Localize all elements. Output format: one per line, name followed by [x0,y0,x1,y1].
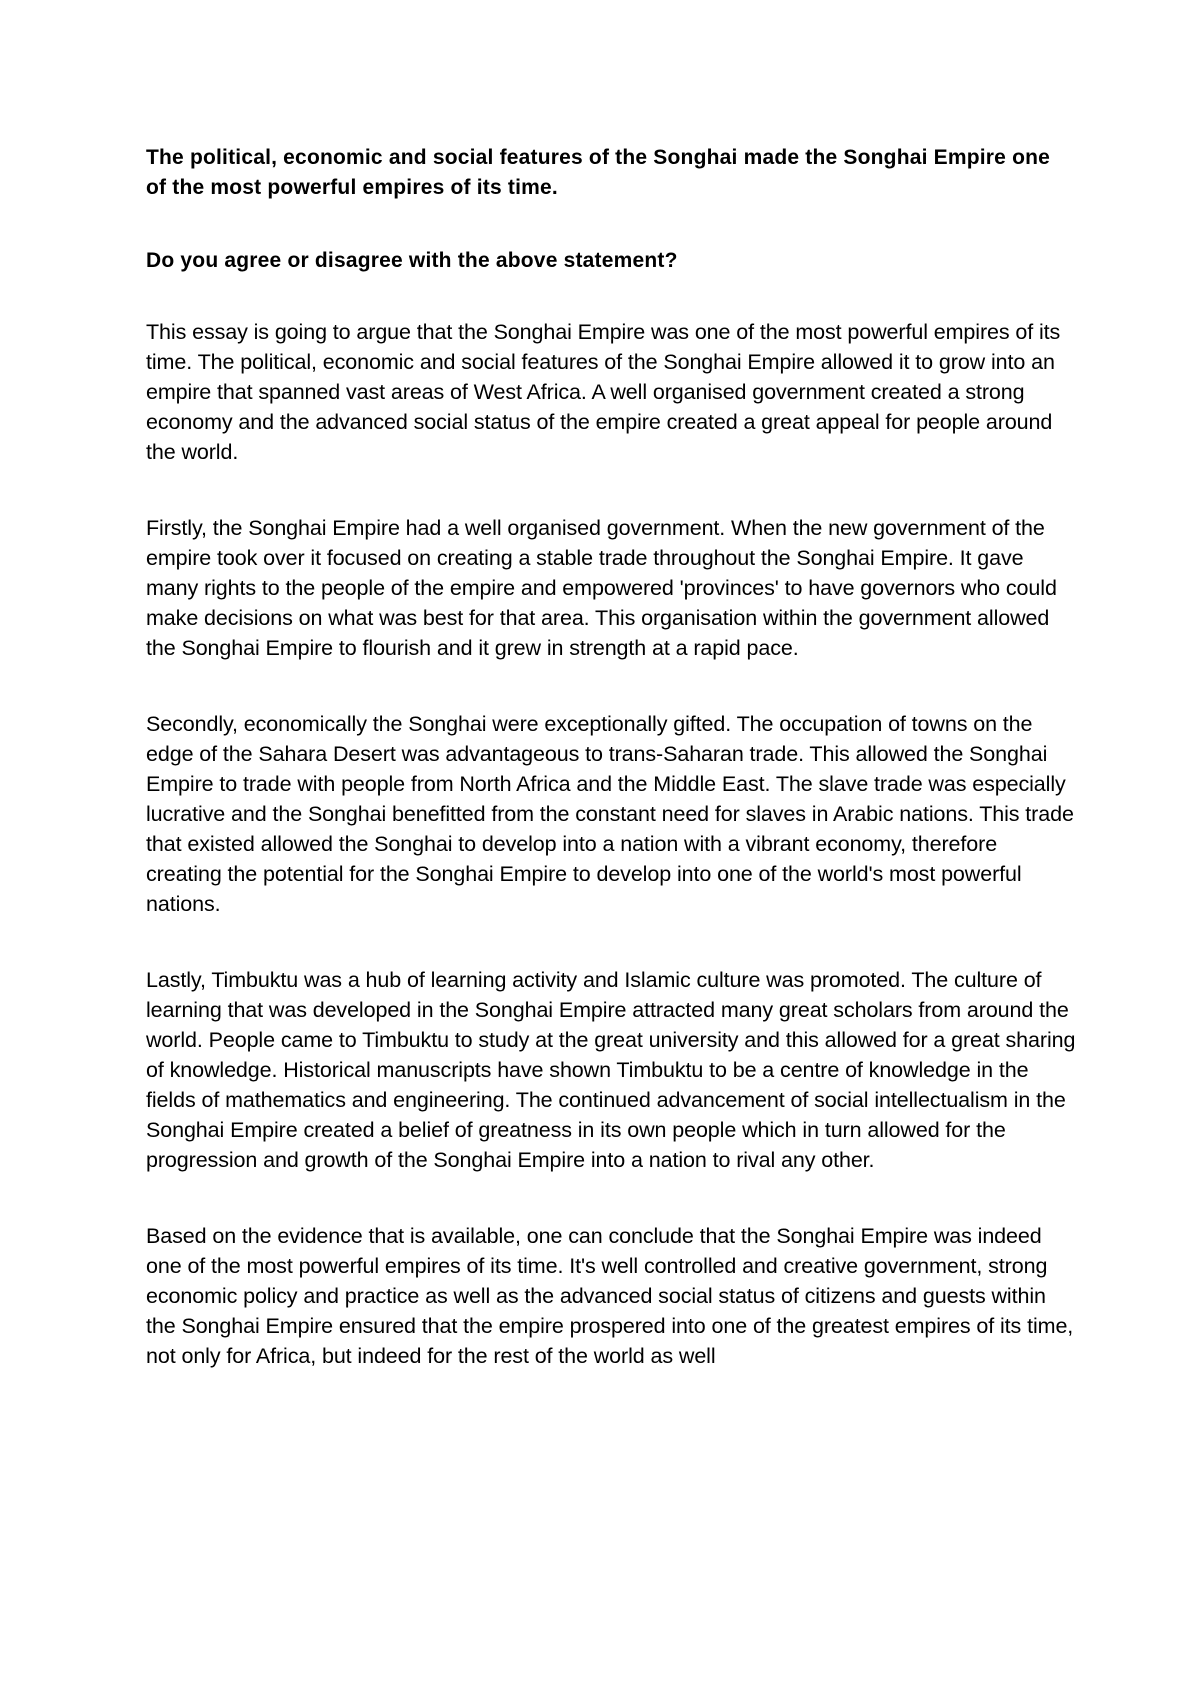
paragraph-government: Firstly, the Songhai Empire had a well organised government. When the new government of the empire took over it focused on creating a stable trade throughout the Songhai Empire. It gave many rights to the people of the empire and empowered 'provinces' to have governors who could make decisions on what was best for that area. This organisation within the government allowed the Songhai Empire to flourish and it grew in strength at a rapid pace. [146,516,1057,660]
paragraph-conclusion: Based on the evidence that is available, one can conclude that the Songhai Empire was indeed one of the most powerful empires of its time. It's well controlled and creative government, strong economic policy and practice as well as the advanced social status of citizens and guests within the Songhai Empire ensured that the empire prospered into one of the greatest empires of its time, not only for Africa, but indeed for the rest of the world as well [146,1224,1074,1368]
essay-question: Do you agree or disagree with the above statement? [146,249,678,272]
essay-title: The political, economic and social features of the Songhai made the Songhai Empire one of the most powerful empires of its time. [146,146,1051,199]
paragraph-introduction: This essay is going to argue that the Songhai Empire was one of the most powerful empires of its time. The political, economic and social features of the Songhai Empire allowed it to grow into an empire that spanned vast areas of West Africa. A well organised government created a strong economy and the advanced social status of the empire created a great appeal for people around the world. [146,320,1061,464]
paragraph-economy: Secondly, economically the Songhai were exceptionally gifted. The occupation of towns on the edge of the Sahara Desert was advantageous to trans-Saharan trade. This allowed the Songhai Empire to trade with people from North Africa and the Middle East. The slave trade was especially lucrative and the Songhai benefitted from the constant need for slaves in Arabic nations. This trade that existed allowed the Songhai to develop into a nation with a vibrant economy, therefore creating the potential for the Songhai Empire to develop into one of the world's most powerful nations. [146,712,1074,916]
document-page [146,143,1076,1371]
paragraph-culture: Lastly, Timbuktu was a hub of learning activity and Islamic culture was promoted. The culture of learning that was developed in the Songhai Empire attracted many great scholars from around the world. People came to Timbuktu to study at the great university and this allowed for a great sharing of knowledge. Historical manuscripts have shown Timbuktu to be a centre of knowledge in the fields of mathematics and engineering. The continued advancement of social intellectualism in the Songhai Empire created a belief of greatness in its own people which in turn allowed for the progression and growth of the Songhai Empire into a nation to rival any other. [146,968,1076,1172]
